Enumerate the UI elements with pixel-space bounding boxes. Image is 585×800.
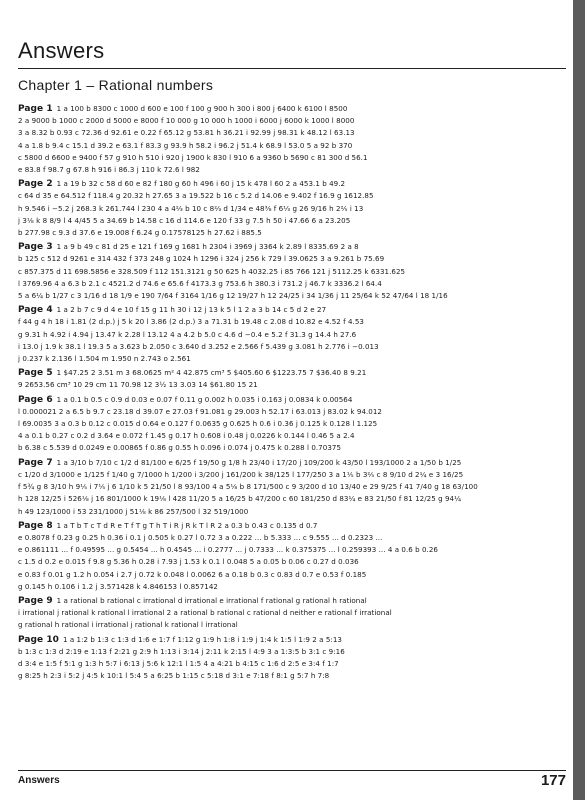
answer-line (18, 595, 566, 607)
answer-text: j 3⅛ k 8 8/9 l 4 4/45 5 a 34.69 b 14.58 c 16 d 114.6 e 120 f 33 g 7.5 h 50 i 47.66 6 a 23.205 (18, 215, 351, 225)
answer-text: c 1.5 d 0.2 e 0.015 f 9.8 g 5.36 h 0.28 i 7.93 j 1.53 k 0.1 l 0.048 5 a 0.05 b 0.06 c 0.27 d 0.036 (18, 557, 359, 567)
page-label: Page 10 (18, 634, 59, 645)
answer-text: g 9.31 h 4.92 i 4.94 j 13.47 k 2.28 l 13.12 4 a 4.2 b 5.0 c 4.6 d −0.4 e 5.2 f 31.3 g 14.4 h 27.6 (18, 329, 357, 339)
chapter-name: Rational numbers (98, 77, 214, 93)
answer-line (18, 290, 566, 302)
answer-line (18, 581, 566, 593)
answer-text: c 5800 d 6600 e 9400 f 57 g 910 h 510 i 920 j 1900 k 830 l 910 6 a 9360 b 5690 c 81 300 d 56.1 (18, 152, 368, 162)
answer-line (18, 670, 566, 682)
page-label: Page 7 (18, 457, 53, 468)
answer-text: 9 2653.56 cm³ 10 29 cm 11 70.98 12 3½ 13 3.03 14 $61.80 15 21 (18, 380, 258, 390)
footer-label: Answers (18, 775, 60, 786)
answer-block (18, 520, 566, 593)
answer-text: g 8:25 h 2:3 i 5:2 j 4:5 k 10:1 l 5:4 5 a 6:25 b 1:15 c 5:18 d 3:1 e 7:18 f 8:1 g 5:7 h 7:8 (18, 671, 330, 681)
answer-text: l 0.000021 2 a 6.5 b 9.7 c 23.18 d 39.07 e 27.03 f 91.081 g 29.003 h 52.17 i 63.013 j 83.02 k 94.012 (18, 406, 382, 416)
answer-line (18, 469, 566, 481)
answer-text: g rational h rational i irrational j rational k rational l irrational (18, 620, 238, 630)
answer-line (18, 520, 566, 532)
answer-line (18, 532, 566, 544)
answer-line (18, 406, 566, 418)
answer-text: i 13.0 j 1.9 k 38.1 l 19.3 5 a 3.623 b 2.050 c 3.640 d 3.252 e 2.566 f 5.439 g 3.081 h 2.776 i −0.013 (18, 341, 379, 351)
answer-text: d 3:4 e 1:5 f 5:1 g 1:3 h 5:7 i 6:13 j 5:6 k 12:1 l 1:5 4 a 4:21 b 4:15 c 1:6 d 2:5 e 3:4 f 1:7 (18, 658, 339, 668)
answer-text: l 3769.96 4 a 6.3 b 2.1 c 4521.2 d 74.6 e 65.6 f 4173.3 g 753.6 h 380.3 i 731.2 j 46.7 k 3336.2 l 64.4 (18, 278, 382, 288)
answer-line (18, 103, 566, 115)
answer-text: l 69.0035 3 a 0.3 b 0.12 c 0.015 d 0.64 e 0.127 f 0.0635 g 0.625 h 0.6 i 0.36 j 0.125 k 0.128 l 1.125 (18, 419, 378, 429)
answer-text: b 125 c 512 d 9261 e 314 432 f 373 248 g 1024 h 1296 i 324 j 256 k 729 l 39.0625 3 a 9.261 b 75.69 (18, 254, 385, 264)
answer-text: j 0.237 k 2.136 l 1.504 m 1.950 n 2.743 o 2.561 (18, 354, 191, 364)
answer-line (18, 227, 566, 239)
answer-line (18, 341, 566, 353)
answer-line (18, 646, 566, 658)
page-label: Page 8 (18, 520, 53, 531)
answer-text: e 0.861111 ... f 0.49595 ... g 0.5454 ... h 0.4545 ... i 0.2777 ... j 0.7333 ... k 0.375375 ... l 0.259393 ... 4 a 0.6 b 0.26 (18, 545, 438, 555)
answer-block (18, 595, 566, 632)
answer-line (18, 127, 566, 139)
answer-text: h 128 12/25 i 526⅛ j 16 801/1000 k 19⅛ l 428 11/20 5 a 16/25 b 47/200 c 60 181/250 d 83¼ e 83 21/50 f 81 12/25 g 94¼ (18, 494, 462, 504)
answer-line (18, 418, 566, 430)
answer-line (18, 658, 566, 670)
answer-block (18, 634, 566, 683)
page-footer (18, 770, 566, 789)
page-label: Page 9 (18, 595, 53, 606)
answers-page (18, 38, 566, 684)
answer-line (18, 278, 566, 290)
answer-text: 1 a 19 b 32 c 58 d 60 e 82 f 180 g 60 h 496 i 60 j 15 k 478 l 60 2 a 453.1 b 49.2 (56, 179, 346, 189)
page-number: 177 (540, 772, 566, 789)
answers-list (18, 103, 566, 682)
answer-line (18, 329, 566, 341)
page-label: Page 3 (18, 242, 53, 253)
answer-text: c 1/20 d 3/1000 e 1/125 f 1/40 g 7/1000 h 1/200 i 3/200 j 161/200 k 38/125 l 177/250 3 a 1⅕ b 3⅖ c 8 9/10 d 2¼ e 3 16/25 (18, 469, 464, 479)
answer-line (18, 178, 566, 190)
answer-text: c 64 d 35 e 64.512 f 118.4 g 20.32 h 27.65 3 a 19.522 b 16 c 5.2 d 14.06 e 9.402 f 16.9 g 1612.85 (18, 191, 374, 201)
answer-line (18, 266, 566, 278)
answer-line (18, 442, 566, 454)
answer-block (18, 457, 566, 518)
answer-line (18, 634, 566, 646)
answer-line (18, 241, 566, 253)
answer-text: i irrational j rational k rational l irrational 2 a rational b rational c rational d neither e rational f irrational (18, 608, 392, 618)
answer-line (18, 493, 566, 505)
answer-text: f 44 g 4 h 18 i 1.81 (2 d.p.) j 5 k 20 l 3.86 (2 d.p.) 3 a 71.31 b 19.48 c 2.08 d 10.82 e 4.52 f 4.53 (18, 317, 364, 327)
answer-line (18, 140, 566, 152)
answer-line (18, 607, 566, 619)
answer-line (18, 457, 566, 469)
page-label: Page 5 (18, 368, 53, 379)
answer-text: e 0.8078 f 0.23 g 0.25 h 0.36 i 0.1 j 0.505 k 0.27 l 0.72 3 a 0.222 ... b 5.333 ... c 9.555 ... d 0.2323 ... (18, 532, 383, 542)
answer-text: 5 a 6¼ b 1/27 c 3 1/16 d 18 1/9 e 190 7/64 f 3164 1/16 g 12 19/27 h 12 24/25 i 34 1/36 j 11 25/64 k 52 47/64 l 18 1/16 (18, 291, 448, 301)
answer-text: 4 a 1.8 b 9.4 c 15.1 d 39.2 e 63.1 f 83.3 g 93.9 h 58.2 i 96.2 j 51.4 k 68.9 l 53.0 5 a 92 b 370 (18, 140, 353, 150)
page-title: Answers (18, 38, 566, 69)
answer-line (18, 430, 566, 442)
answer-line (18, 253, 566, 265)
answer-text: c 857.375 d 11 698.5856 e 328.509 f 112 151.3121 g 50 625 h 4032.25 i 85 766 121 j 5112.25 k 6331.625 (18, 266, 406, 276)
page-label: Page 1 (18, 104, 53, 114)
answer-block (18, 241, 566, 302)
answer-line (18, 304, 566, 316)
answer-text: b 6.38 c 5.539 d 0.0249 e 0.00865 f 0.86 g 0.55 h 0.096 i 0.074 j 0.475 k 0.288 l 0.70375 (18, 443, 342, 453)
answer-text: f 5¾ g 8 3/10 h 9⅕ i 7⅕ j 6 1/10 k 5 21/50 l 8 93/100 4 a 5⅛ b 8 171/500 c 9 3/200 d 10 13/40 e 29 9/25 f 41 7/40 g 18 63/100 (18, 482, 478, 492)
answer-line (18, 619, 566, 631)
answer-line (18, 353, 566, 365)
answer-block (18, 394, 566, 455)
answer-line (18, 394, 566, 406)
answer-block (18, 367, 566, 391)
answer-line (18, 115, 566, 127)
side-bar (573, 0, 585, 800)
answer-line (18, 152, 566, 164)
answer-text: 4 a 0.1 b 0.27 c 0.2 d 3.64 e 0.072 f 1.45 g 0.17 h 0.608 i 0.48 j 0.0226 k 0.144 l 0.46 5 a 2.4 (18, 431, 355, 441)
answer-text: g 0.145 h 0.106 i 1.2 j 3.571428 k 4.846153 l 0.857142 (18, 581, 218, 591)
answer-text: 1 a 100 b 8300 c 1000 d 600 e 100 f 100 g 900 h 300 i 800 j 6400 k 6100 l 8500 (56, 104, 348, 113)
chapter-title (18, 77, 566, 93)
answer-text: b 277.98 c 9.3 d 37.6 e 19.008 f 6.24 g 0.17578125 h 27.62 i 885.5 (18, 228, 262, 238)
answer-line (18, 556, 566, 568)
answer-text: e 0.83 f 0.01 g 1.2 h 0.054 i 2.7 j 0.72 k 0.048 l 0.0062 6 a 0.18 b 0.3 c 0.83 d 0.7 e 0.53 f 0.185 (18, 569, 367, 579)
answer-text: 1 a 3/10 b 7/10 c 1/2 d 81/100 e 6/25 f 19/50 g 1/8 h 23/40 i 17/20 j 109/200 k 43/50 l 193/1000 2 a 1/50 b 1/25 (56, 457, 462, 467)
answer-text: h 49 123/1000 i 53 231/1000 j 51⅛ k 86 257/500 l 32 519/1000 (18, 506, 249, 516)
answer-block (18, 178, 566, 239)
answer-text: 1 a 2 b 7 c 9 d 4 e 10 f 15 g 11 h 30 i 12 j 13 k 5 l 1 2 a 3 b 14 c 5 d 2 e 27 (56, 305, 327, 315)
answer-line (18, 190, 566, 202)
answer-line (18, 481, 566, 493)
answer-text: 1 a 1:2 b 1:3 c 1:3 d 1:6 e 1:7 f 1:12 g 1:9 h 1:8 i 1:9 j 1:4 k 1:5 l 1:9 2 a 5:13 (62, 634, 342, 644)
answer-text: b 1:3 c 1:3 d 2:19 e 1:13 f 2:21 g 2:9 h 1:13 i 3:14 j 2:11 k 2:15 l 4:9 3 a 1:3:5 b 3:1 c 9:16 (18, 646, 345, 656)
answer-line (18, 316, 566, 328)
answer-block (18, 103, 566, 176)
page-label: Page 6 (18, 394, 53, 405)
answer-text: 1 $47.25 2 3.51 m 3 68.0625 m² 4 42.875 cm³ 5 $405.60 6 $1223.75 7 $36.40 8 9.21 (56, 368, 367, 378)
chapter-separator: – (82, 77, 99, 93)
answer-text: e 83.8 f 98.7 g 67.8 h 916 i 86.3 j 110 k 72.6 l 982 (18, 165, 200, 175)
answer-line (18, 215, 566, 227)
answer-text: 1 a rational b rational c irrational d irrational e irrational f rational g rational h rational (56, 595, 367, 605)
answer-text: 1 a T b T c T d R e T f T g T h T i R j R k T l R 2 a 0.3 b 0.43 c 0.135 d 0.7 (56, 520, 318, 530)
answer-line (18, 367, 566, 379)
answer-text: h 9.546 i −5.2 j 268.3 k 261.744 l 230 4 a 4⅔ b 10 c 8⅔ d 1/34 e 48⅜ f 6⅓ g 26 9/16 h 2⅖ i 13 (18, 203, 364, 213)
answer-line (18, 164, 566, 176)
answer-line (18, 379, 566, 391)
answer-line (18, 544, 566, 556)
answer-line (18, 569, 566, 581)
page-label: Page 2 (18, 179, 53, 190)
answer-text: 1 a 0.1 b 0.5 c 0.9 d 0.03 e 0.07 f 0.11 g 0.002 h 0.035 i 0.163 j 0.0834 k 0.00564 (56, 394, 353, 404)
answer-block (18, 304, 566, 365)
answer-text: 1 a 9 b 49 c 81 d 25 e 121 f 169 g 1681 h 2304 i 3969 j 3364 k 2.89 l 8335.69 2 a 8 (56, 242, 359, 252)
chapter-prefix: Chapter 1 (18, 77, 83, 93)
answer-text: 2 a 9000 b 1000 c 2000 d 5000 e 8000 f 10 000 g 10 000 h 1000 i 6000 j 6000 k 1000 l 8000 (18, 116, 355, 126)
answer-line (18, 203, 566, 215)
answer-text: 3 a 8.32 b 0.93 c 72.36 d 92.61 e 0.22 f 65.12 g 53.81 h 36.21 i 92.99 j 98.31 k 48.12 l 63.13 (18, 128, 355, 138)
page-label: Page 4 (18, 305, 53, 316)
answer-line (18, 506, 566, 518)
